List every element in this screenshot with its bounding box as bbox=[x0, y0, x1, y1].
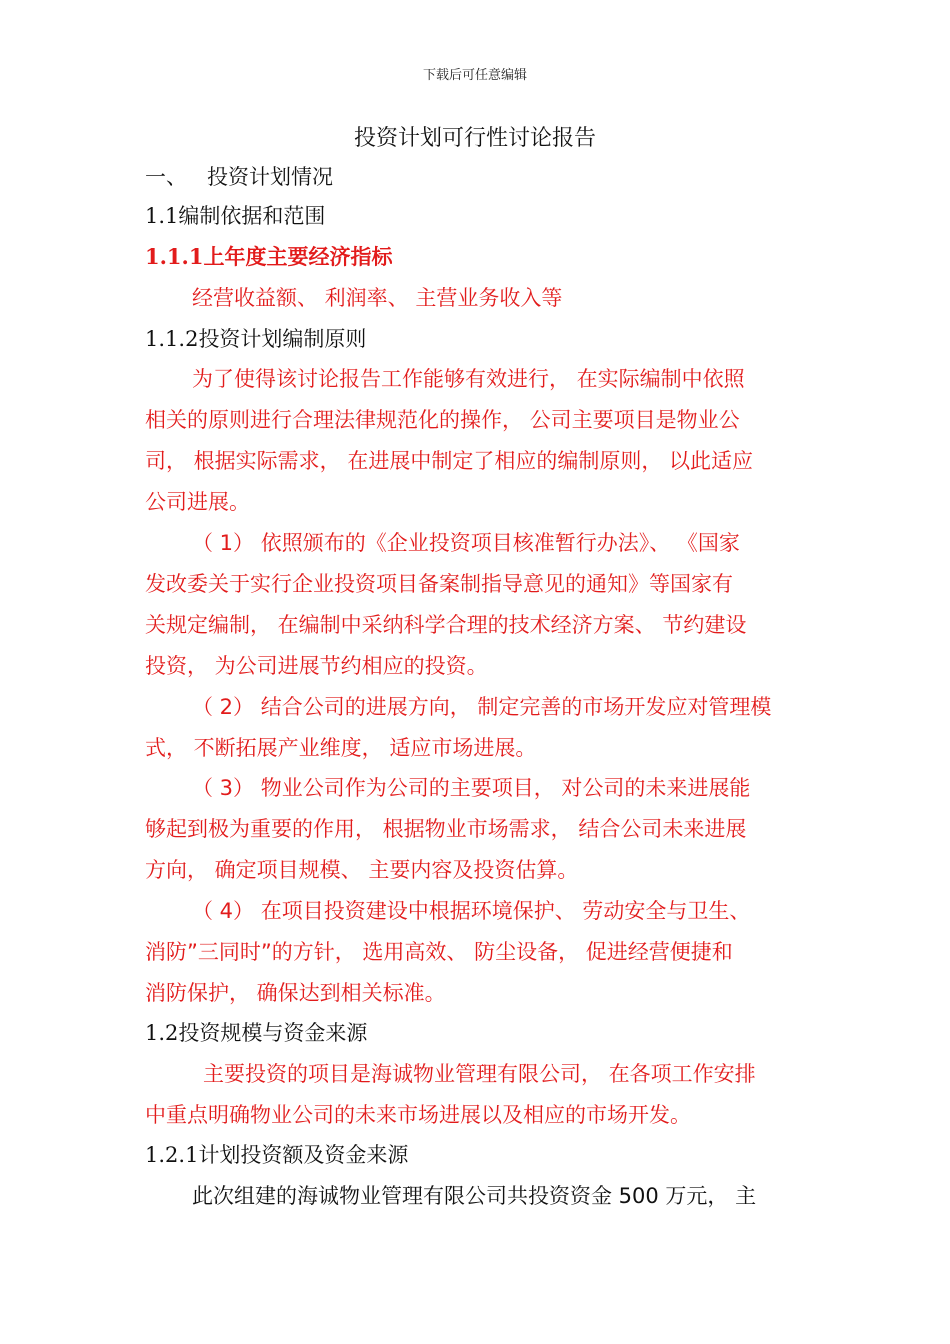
page-header-note: 下载后可任意编辑 bbox=[422, 68, 527, 83]
section-heading-1 bbox=[145, 162, 810, 192]
heading-1-2-1 bbox=[145, 1140, 810, 1170]
intro-line: 相关的原则进行合理法律规范化的操作， 公司主要项目是物业公 bbox=[145, 408, 740, 432]
principle-4-line: 消防”三同时”的方针， 选用高效、 防尘设备， 促进经营便捷和 bbox=[145, 940, 733, 964]
heading-text: 计划投资额及资金来源 bbox=[198, 1143, 409, 1167]
principle-4-line: （ 4） 在项目投资建设中根据环境保护、 劳动安全与卫生、 bbox=[192, 899, 751, 923]
principle-1-line: 投资， 为公司进展节约相应的投资。 bbox=[145, 654, 488, 678]
heading-text: 编制依据和范围 bbox=[178, 204, 326, 228]
funding-line: 此次组建的海诚物业管理有限公司共投资资金 500 万元， 主 bbox=[192, 1184, 757, 1208]
heading-text: 投资计划编制原则 bbox=[198, 327, 367, 351]
principle-2-line: 式， 不断拓展产业维度， 适应市场进展。 bbox=[145, 736, 537, 760]
heading-number: 1.2.1 bbox=[145, 1143, 199, 1167]
principle-1-line: （ 1） 依照颁布的《企业投资项目核准暂行办法》、 《国家 bbox=[192, 531, 740, 555]
principle-4-line: 消防保护， 确保达到相关标准。 bbox=[145, 981, 446, 1005]
heading-text: 投资规模与资金来源 bbox=[178, 1021, 368, 1045]
intro-line: 司， 根据实际需求， 在进展中制定了相应的编制原则， 以此适应 bbox=[145, 449, 754, 473]
intro-line: 为了使得该讨论报告工作能够有效进行， 在实际编制中依照 bbox=[192, 367, 745, 391]
heading-number: 1.1.1 bbox=[145, 244, 204, 269]
heading-text: 上年度主要经济指标 bbox=[203, 245, 393, 269]
heading-1-1 bbox=[145, 201, 810, 231]
principle-3-line: 够起到极为重要的作用， 根据物业市场需求， 结合公司未来进展 bbox=[145, 817, 747, 841]
heading-1-2 bbox=[145, 1018, 810, 1048]
intro-line: 公司进展。 bbox=[145, 490, 250, 514]
principle-2-line: （ 2） 结合公司的进展方向， 制定完善的市场开发应对管理模 bbox=[192, 695, 772, 719]
principle-1-line: 发改委关于实行企业投资项目备案制指导意见的通知》等国家有 bbox=[145, 572, 733, 596]
principle-1-line: 关规定编制， 在编制中采纳科学合理的技术经济方案、 节约建设 bbox=[145, 613, 747, 637]
heading-1-1-1 bbox=[145, 242, 810, 272]
principle-3-line: 方向， 确定项目规模、 主要内容及投资估算。 bbox=[145, 858, 579, 882]
scale-line: 主要投资的项目是海诚物业管理有限公司， 在各项工作安排 bbox=[203, 1062, 756, 1086]
principle-3-line: （ 3） 物业公司作为公司的主要项目， 对公司的未来进展能 bbox=[192, 776, 751, 800]
section-number: 一、 bbox=[145, 165, 187, 189]
heading-number: 1.1 bbox=[145, 204, 179, 228]
heading-1-1-2 bbox=[145, 324, 810, 354]
document-title: 投资计划可行性讨论报告 bbox=[353, 126, 596, 151]
indicators-text: 经营收益额、 利润率、 主营业务收入等 bbox=[192, 286, 563, 310]
heading-number: 1.1.2 bbox=[145, 327, 199, 351]
heading-number: 1.2 bbox=[145, 1021, 179, 1045]
scale-line: 中重点明确物业公司的未来市场进展以及相应的市场开发。 bbox=[145, 1103, 691, 1127]
section-title: 投资计划情况 bbox=[207, 165, 334, 189]
